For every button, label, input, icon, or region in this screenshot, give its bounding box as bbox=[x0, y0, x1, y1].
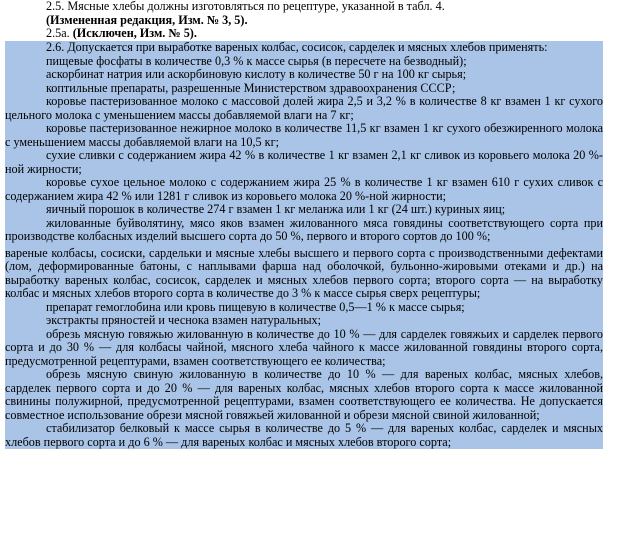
list-item: препарат гемоглобина или кровь пищевую в количестве 0,5—1 % к массе сырья; bbox=[46, 299, 465, 314]
list-item: яичный порошок в количестве 274 г взамен 1 кг меланжа или 1 кг (24 шт.) куриных яиц; bbox=[46, 202, 506, 216]
list-item: экстракты пряностей и чеснока взамен натуральных; bbox=[46, 313, 322, 327]
list-item: жилованные буйволятину, мясо яков взамен жилованного мяса говядины соответствующего сорта при производстве колбасных изделий высшего сорта до 50 %, первого и второго сортов до 100 %; bbox=[5, 215, 603, 243]
list-item: коптильные препараты, разрешенные Министерством здравоохранения СССР; bbox=[46, 80, 456, 95]
list-item: аскорбинат натрия или аскорбиновую кислоту в количестве 50 г на 100 кг сырья; bbox=[46, 67, 467, 81]
list-item: стабилизатор белковый к массе сырья в количестве до 5 % — для вареных колбас, сарделек и мясных хлебов первого сорта и до 6 % — для вареных колбас и мясных хлебов второго сорта; bbox=[5, 421, 603, 449]
list-item: коровье пастеризованное молоко с массовой долей жира 2,5 и 3,2 % в количестве 8 кг взамен 1 кг сухого цельного молока с уменьшением массы добавляемой влаги на 7 кг; bbox=[5, 94, 603, 122]
paragraph-2-5a bbox=[5, 27, 603, 41]
header-block bbox=[5, 0, 603, 41]
list-item: обрезь мясную свиную жилованную в количестве до 10 % — для вареных колбас, мясных хлебов, сарделек первого сорта и до 20 % — для вареных колбас, мясных хлебов второго сорта к массе жилованной свинины полужирной, предусмотренной рецептурами, взамен соответствующего ее количества. Не допускается совместное использование обрези мясной говяжьей жилованной и обрези мясной свиной жилованной; bbox=[5, 367, 603, 422]
list-item: пищевые фосфаты в количестве 0,3 % к массе сырья (в пересчете на безводный); bbox=[46, 53, 467, 68]
list-item: коровье сухое цельное молоко с содержанием жира 25 % в количестве 1 кг взамен 610 г сухих сливок с содержанием жира 42 % или 1281 г сливок из коровьего молока 20 %-ной жирности; bbox=[5, 175, 603, 203]
paragraph-2-5a-number: 2.5а. bbox=[46, 26, 73, 40]
list-item: сухие сливки с содержанием жира 42 % в количестве 1 кг взамен 2,1 кг сливок из коровьего молока 20 %-ной жирности; bbox=[5, 148, 603, 176]
section-2-6-intro: 2.6. Допускается при выработке вареных колбас, сосисок, сарделек и мясных хлебов применять: bbox=[46, 40, 548, 54]
paragraph-2-5-edition-note: (Измененная редакция, Изм. № 3, 5). bbox=[46, 12, 248, 27]
highlighted-section-2-6 bbox=[5, 41, 603, 449]
paragraph-2-5: 2.5. Мясные хлебы должны изготовляться по рецептуре, указанной в табл. 4. bbox=[46, 0, 445, 13]
list-item: коровье пастеризованное нежирное молоко в количестве 11,5 кг взамен 1 кг сухого обезжиренного молока с уменьшением массы добавляемой влаги на 10,5 кг; bbox=[5, 121, 603, 149]
list-item: вареные колбасы, сосиски, сардельки и мясные хлебы высшего и первого сорта с производственными дефектами (лом, деформированные батоны, с наплывами фарша над оболочкой, бульонно-жировыми отеками и др.) на выработку вареных колбас, сосисок, сарделек и мясных хлебов первого сорта; второго сорта — на выработку колбас и мясных хлебов второго сорта в количестве до 3 % к массе сырья сверх рецептуры; bbox=[5, 245, 603, 300]
list-item: обрезь мясную говяжью жилованную в количестве до 10 % — для сарделек говяжьих и сарделек первого сорта и до 30 % — для колбасы чайной, мясного хлеба чайного к массе жилованной говядины второго сорта, предусмотренной рецептурами, взамен соответствующего ее количества; bbox=[5, 326, 603, 368]
paragraph-2-5a-excluded-note: (Исключен, Изм. № 5). bbox=[72, 26, 197, 40]
